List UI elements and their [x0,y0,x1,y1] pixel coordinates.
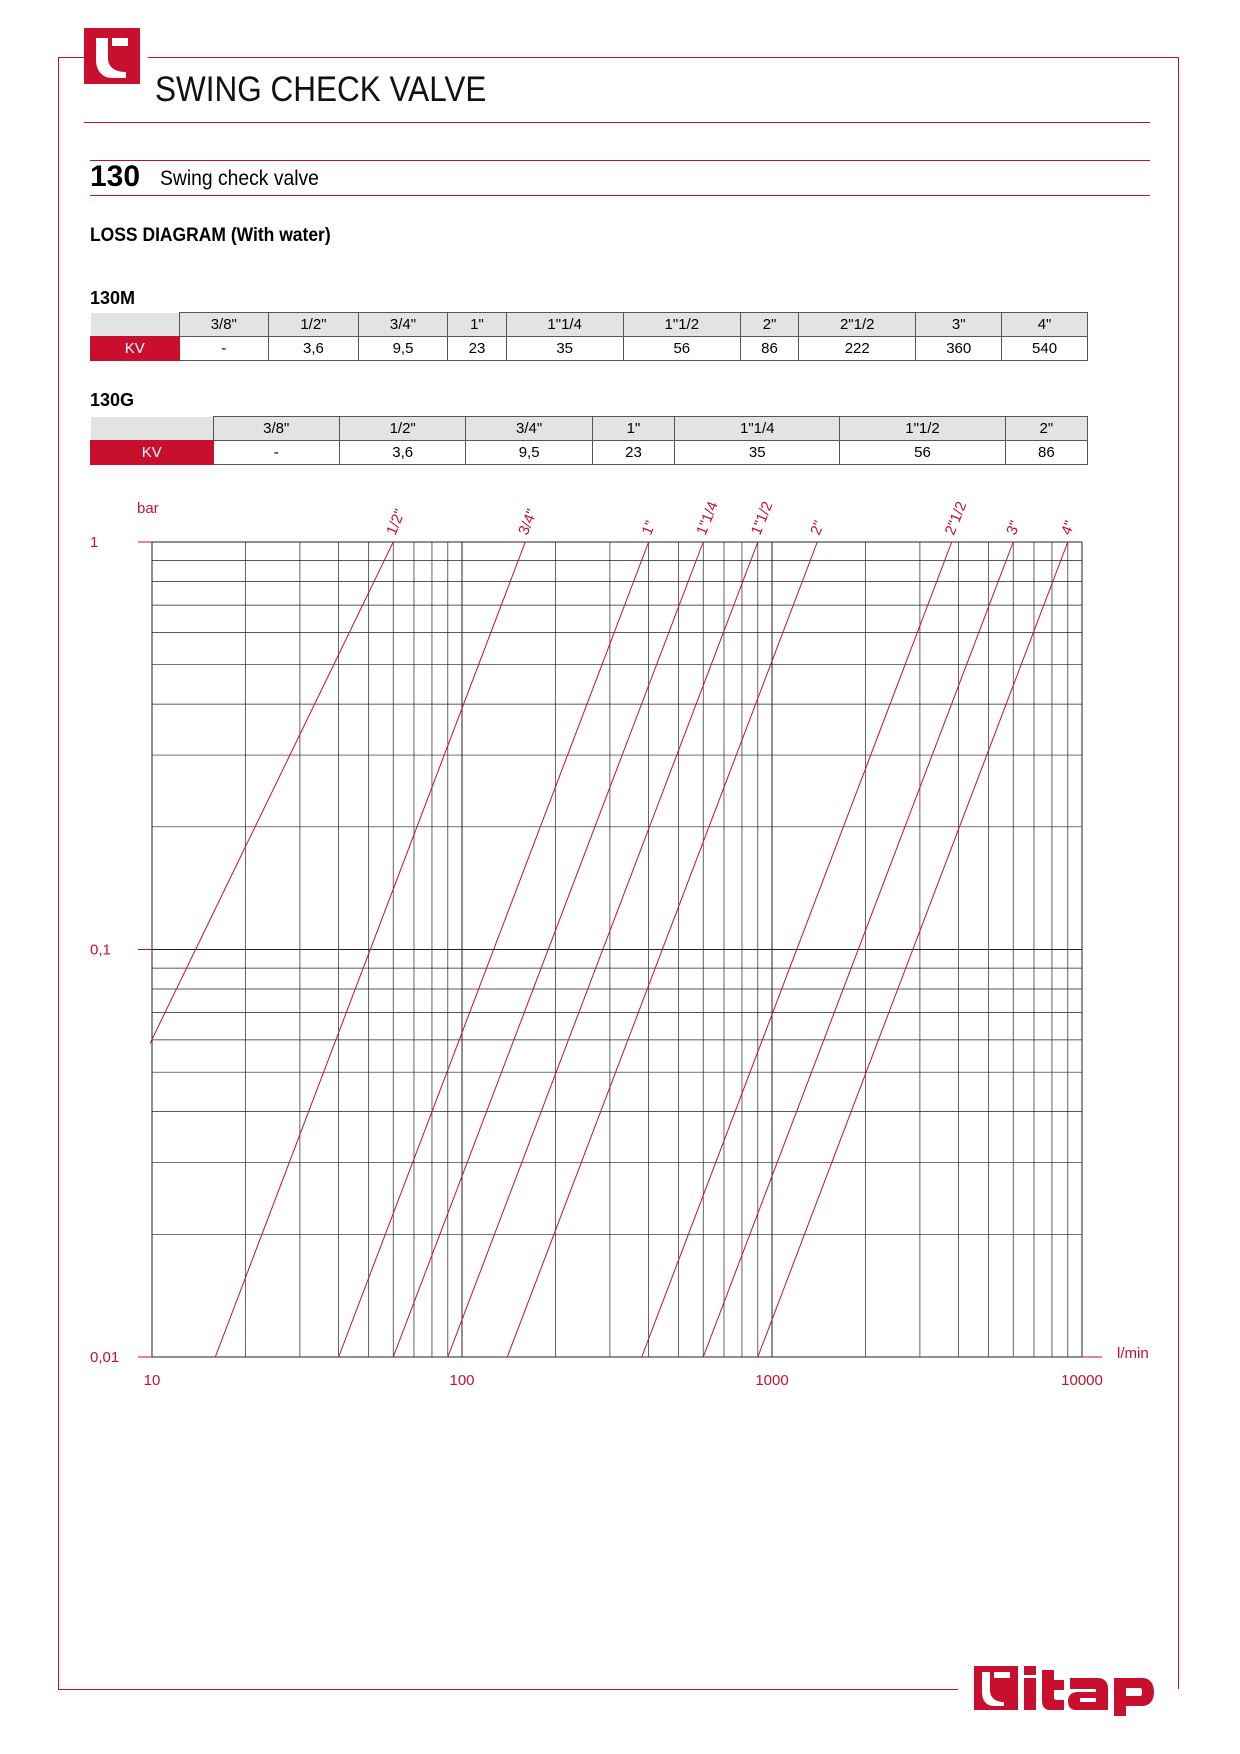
curve-label: 3/4" [515,506,541,538]
kv-cell: 360 [916,337,1002,361]
size-cell: 4" [1002,313,1088,337]
size-cell: 1" [592,417,674,441]
kv-cell: 222 [799,337,916,361]
kv-cell: 35 [506,337,623,361]
curve-label: 3" [1003,518,1025,538]
size-cell: 2" [740,313,798,337]
kv-row-label: KV [91,337,180,361]
x-tick-label: 10 [143,1372,161,1389]
kv-cell: 9,5 [466,441,592,465]
chart-curves [83,499,1078,1357]
itap-logo-icon [970,1660,1160,1720]
kv-cell: 56 [623,337,740,361]
curve-label: 1/2" [383,506,409,538]
product-code: 130 [90,160,141,193]
y-tick-label: 0,1 [90,941,111,959]
size-cell: 3" [916,313,1002,337]
size-cell: 1"1/4 [675,417,840,441]
kv-cell: - [213,441,339,465]
x-tick-label: 100 [449,1372,475,1389]
curve-label: 2"1/2 [941,499,971,538]
size-cell: 3/8" [213,417,339,441]
page-title: SWING CHECK VALVE [155,70,487,109]
size-cell: 1"1/2 [623,313,740,337]
size-cell: 3/8" [179,313,269,337]
y-tick-label: 1 [90,534,99,551]
product-name: Swing check valve [160,167,319,190]
curve-label: 1"1/2 [747,499,777,538]
kv-cell: 86 [1005,441,1087,465]
diagram-heading: LOSS DIAGRAM (With water) [90,225,331,246]
curve-1-2- [83,542,393,1181]
x-tick-label: 10000 [1061,1372,1103,1389]
curve-label: 1"1/4 [693,499,722,538]
kv-cell: 540 [1002,337,1088,361]
curve-label: 1" [638,518,660,538]
curve-label: 4" [1057,518,1079,538]
size-cell: 1" [448,313,506,337]
size-cell: 1/2" [339,417,465,441]
kv-cell: - [179,337,269,361]
size-cell: 2" [1005,417,1087,441]
kv-cell: 3,6 [339,441,465,465]
size-cell: 2"1/2 [799,313,916,337]
size-cell: 3/4" [358,313,448,337]
chart-grid [138,542,1102,1357]
kv-row-label: KV [91,441,214,465]
kv-cell: 23 [448,337,506,361]
x-axis-label: l/min [1117,1345,1149,1362]
kv-cell: 56 [840,441,1005,465]
y-tick-label: 0,01 [90,1349,120,1366]
kv-cell: 9,5 [358,337,448,361]
frame-bottom [58,1689,958,1690]
y-axis-label: bar [137,500,159,517]
series-label-130g: 130G [90,390,135,410]
chart-ticks [90,534,1103,1389]
kv-cell: 86 [740,337,798,361]
size-cell: 3/4" [466,417,592,441]
kv-cell: 23 [592,441,674,465]
kv-cell: 35 [675,441,840,465]
x-tick-label: 1000 [755,1372,789,1389]
kv-cell: 3,6 [269,337,359,361]
size-cell: 1/2" [269,313,359,337]
size-cell: 1"1/2 [840,417,1005,441]
size-cell: 1"1/4 [506,313,623,337]
series-label-130m: 130M [90,288,136,308]
curve-label: 2" [807,518,829,538]
